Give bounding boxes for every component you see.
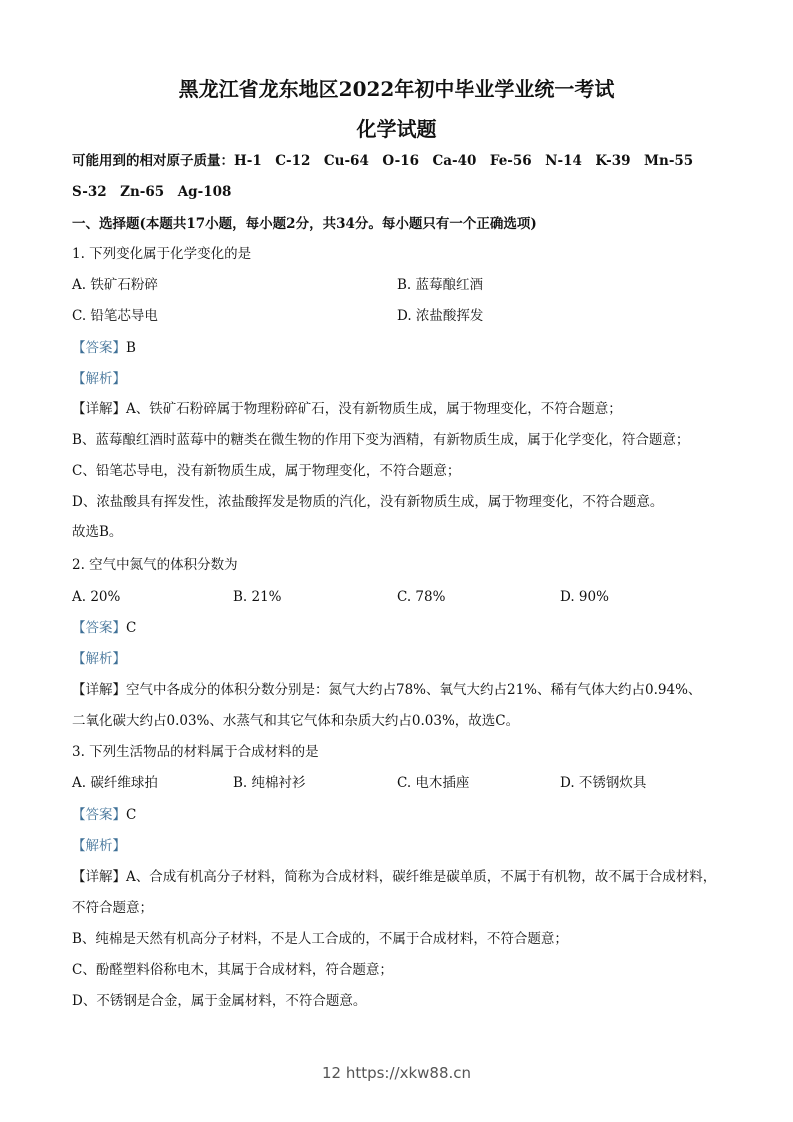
section-heading: 一、选择题(本题共17小题，每小题2分，共34分。每小题只有一个正确选项)	[72, 216, 537, 232]
document-title: 黑龙江省龙东地区2022年初中毕业学业统一考试	[178, 77, 615, 101]
analysis-tag: 【解析】	[72, 371, 126, 387]
answer-line	[72, 806, 136, 824]
detail-line: C、铅笔芯导电，没有新物质生成，属于物理变化，不符合题意；	[72, 463, 461, 479]
answer-tag: 【答案】	[72, 807, 126, 823]
detail-text: 空气中各成分的体积分数分别是：氮气大约占78%、氧气大约占21%、稀有气体大约占0.94%、	[126, 682, 702, 698]
option: A. 铁矿石粉碎	[72, 277, 158, 293]
question-stem: 2. 空气中氮气的体积分数为	[72, 557, 238, 573]
document-subtitle: 化学试题	[356, 117, 437, 141]
atomic-mass-line-1: 可能用到的相对原子质量：H-1 C-12 Cu-64 O-16 Ca-40 Fe-56 N-14 K-39 Mn-55	[72, 153, 694, 169]
analysis-tag: 【解析】	[72, 838, 126, 854]
option: A. 20%	[72, 589, 121, 605]
option: C. 78%	[397, 589, 446, 605]
detail-line: D、浓盐酸具有挥发性，浓盐酸挥发是物质的汽化，没有新物质生成，属于物理变化，不符合题意。	[72, 494, 664, 510]
detail-text: A、铁矿石粉碎属于物理粉碎矿石，没有新物质生成，属于物理变化，不符合题意；	[126, 401, 622, 417]
answer-line	[72, 339, 136, 357]
detail-line: 不符合题意；	[72, 900, 153, 916]
option: B. 21%	[233, 589, 282, 605]
option: B. 纯棉衬衫	[233, 775, 306, 791]
option: D. 不锈钢炊具	[560, 775, 647, 791]
detail-tag: 【详解】	[72, 401, 126, 417]
detail-tag: 【详解】	[72, 682, 126, 698]
answer-value: C	[126, 620, 137, 636]
answer-line	[72, 619, 136, 637]
question-stem: 1. 下列变化属于化学变化的是	[72, 246, 252, 262]
option: D. 90%	[560, 589, 609, 605]
answer-value: B	[126, 340, 136, 356]
option: C. 铅笔芯导电	[72, 308, 158, 324]
answer-value: C	[126, 807, 137, 823]
detail-line	[72, 400, 622, 418]
detail-line: C、酚醛塑料俗称电木，其属于合成材料，符合题意；	[72, 962, 393, 978]
option: A. 碳纤维球拍	[72, 775, 158, 791]
detail-line: 故选B。	[72, 524, 123, 540]
detail-line	[72, 868, 716, 886]
option: D. 浓盐酸挥发	[397, 308, 484, 324]
answer-tag: 【答案】	[72, 620, 126, 636]
detail-line: 二氧化碳大约占0.03%、水蒸气和其它气体和杂质大约占0.03%，故选C。	[72, 713, 520, 729]
analysis-tag: 【解析】	[72, 651, 126, 667]
detail-tag: 【详解】	[72, 869, 126, 885]
detail-line: B、纯棉是天然有机高分子材料，不是人工合成的，不属于合成材料，不符合题意；	[72, 931, 568, 947]
detail-line: B、蓝莓酿红酒时蓝莓中的糖类在微生物的作用下变为酒精，有新物质生成，属于化学变化，符合题意；	[72, 432, 690, 448]
page-footer: 12 https://xkw88.cn	[321, 1064, 472, 1082]
option: C. 电木插座	[397, 775, 470, 791]
option: B. 蓝莓酿红酒	[397, 277, 484, 293]
atomic-mass-line-2: S-32 Zn-65 Ag-108	[72, 184, 232, 200]
detail-line	[72, 681, 701, 699]
question-stem: 3. 下列生活物品的材料属于合成材料的是	[72, 744, 319, 760]
answer-tag: 【答案】	[72, 340, 126, 356]
detail-text: A、合成有机高分子材料，简称为合成材料，碳纤维是碳单质，不属于有机物，故不属于合成材料，	[126, 869, 717, 885]
detail-line: D、不锈钢是合金，属于金属材料，不符合题意。	[72, 993, 367, 1009]
